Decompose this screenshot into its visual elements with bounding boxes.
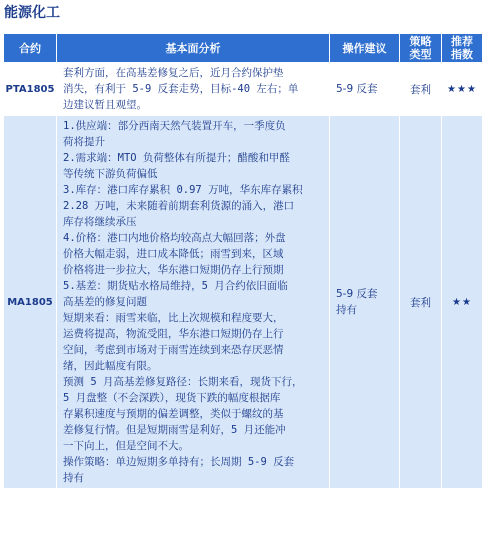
section-title: 能源化工 bbox=[4, 5, 60, 21]
analysis-line: 套利方面，在高基差修复之后，近月合约保护垫 bbox=[63, 67, 284, 79]
suggestion-text: 5-9 反套 bbox=[336, 83, 378, 95]
strategy-type: 套利 bbox=[400, 63, 442, 116]
suggestion-cell bbox=[330, 63, 400, 116]
analysis-line: 消失，有利于 5-9 反套走势，目标-40 左右；单 bbox=[63, 83, 299, 95]
analysis-line: 库存将继续承压 bbox=[63, 216, 137, 228]
analysis-line: 持有 bbox=[63, 472, 84, 484]
table-row-pta1805 bbox=[4, 63, 483, 116]
strategy-table bbox=[3, 33, 483, 489]
analysis-line: 4.价格：港口内地价格均较高点大幅回落；外盘 bbox=[63, 232, 286, 244]
analysis-text bbox=[57, 63, 329, 115]
contract-code: PTA1805 bbox=[4, 63, 57, 116]
analysis-line: 2.28 万吨，未来随着前期套利货源的涌入，港口 bbox=[63, 200, 295, 212]
header-analysis: 基本面分析 bbox=[57, 34, 330, 63]
analysis-line: 运费将提高，物流受阻，华东港口短期仍存上行 bbox=[63, 328, 284, 340]
rating-stars: ★★ bbox=[442, 116, 483, 489]
rating-stars: ★★★ bbox=[442, 63, 483, 116]
header-suggestion: 操作建议 bbox=[330, 34, 400, 63]
analysis-line: 操作策略：单边短期多单持有；长周期 5-9 反套 bbox=[63, 456, 295, 468]
analysis-text bbox=[57, 116, 329, 488]
analysis-line: 绪，因此幅度有限。 bbox=[63, 360, 158, 372]
analysis-line: 1.供应端：部分西南天然气装置开车，一季度负 bbox=[63, 120, 286, 132]
header-type-line1: 策略 bbox=[409, 35, 432, 48]
analysis-line: 5 月盘整（不会深跌），现货下跌的幅度根据库 bbox=[63, 392, 281, 404]
header-rating bbox=[442, 34, 483, 63]
analysis-line: 价格大幅走弱，进口成本降低；雨雪到来，区域 bbox=[63, 248, 284, 260]
analysis-line: 价格将进一步拉大，华东港口短期仍存上行预期 bbox=[63, 264, 284, 276]
header-code: 合约 bbox=[4, 34, 57, 63]
contract-code: MA1805 bbox=[4, 116, 57, 489]
header-type-line2: 类型 bbox=[409, 48, 432, 61]
analysis-line: 空间，考虑到市场对于雨雪连续到来恐存厌恶情 bbox=[63, 344, 284, 356]
analysis-line: 5.基差：期货贴水格局维持，5 月合约依旧面临 bbox=[63, 280, 288, 292]
suggestion-cell bbox=[330, 116, 400, 489]
table-header-row bbox=[4, 34, 483, 63]
analysis-cell bbox=[57, 116, 330, 489]
header-type bbox=[400, 34, 442, 63]
suggestion-line: 持有 bbox=[336, 304, 357, 316]
analysis-line: 3.库存：港口库存累积 0.97 万吨，华东库存累积 bbox=[63, 184, 303, 196]
header-rating-line2: 指数 bbox=[451, 48, 473, 61]
header-rating-line1: 推荐 bbox=[451, 35, 473, 48]
strategy-type: 套利 bbox=[400, 116, 442, 489]
analysis-line: 存累积速度与预期的偏差调整，类似于螺纹的基 bbox=[63, 408, 284, 420]
table-row-ma1805 bbox=[4, 116, 483, 489]
analysis-line: 一下向上，但是空间不大。 bbox=[63, 440, 189, 452]
analysis-line: 荷将提升 bbox=[63, 136, 105, 148]
analysis-line: 2.需求端：MTO 负荷整体有所提升；醋酸和甲醛 bbox=[63, 152, 290, 164]
analysis-line: 预测 5 月高基差修复路径：长期来看，现货下行， bbox=[63, 376, 303, 388]
suggestion-text bbox=[330, 286, 399, 318]
analysis-line: 差修复行情。但是短期雨雪是利好，5 月还能冲 bbox=[63, 424, 286, 436]
analysis-line: 边建议暂且观望。 bbox=[63, 99, 147, 111]
analysis-line: 短期来看：雨雪来临，比上次规模和程度要大， bbox=[63, 312, 284, 324]
analysis-cell bbox=[57, 63, 330, 116]
analysis-line: 高基差的修复问题 bbox=[63, 296, 147, 308]
suggestion-line: 5-9 反套 bbox=[336, 288, 378, 300]
analysis-line: 等传统下游负荷偏低 bbox=[63, 168, 158, 180]
